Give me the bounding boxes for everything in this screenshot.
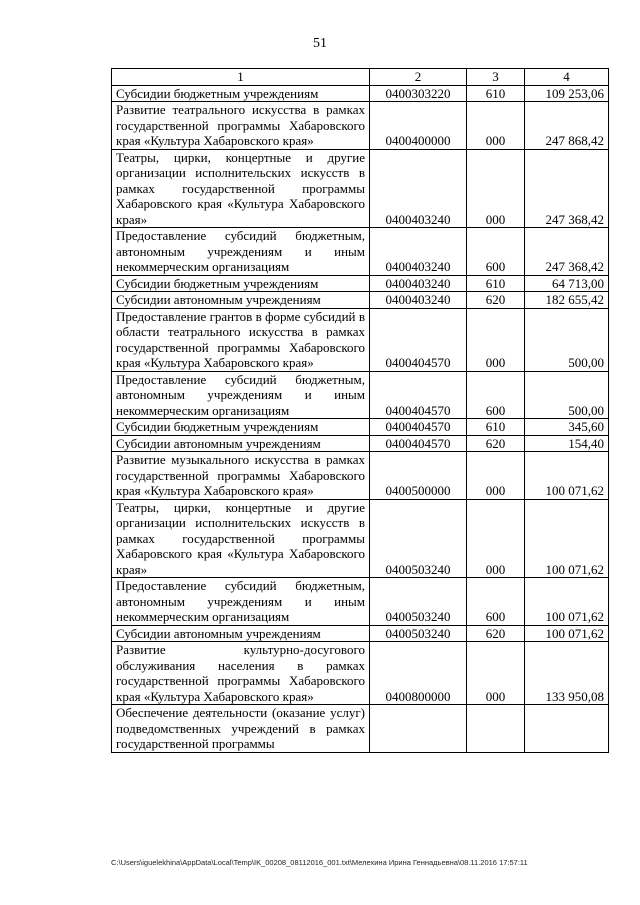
row-code: 0400503240 <box>370 578 467 626</box>
row-kvr: 610 <box>467 85 525 102</box>
header-col-3: 3 <box>467 69 525 86</box>
row-code: 0400400000 <box>370 102 467 150</box>
table-row <box>112 308 609 371</box>
row-kvr: 610 <box>467 275 525 292</box>
row-code: 0400800000 <box>370 642 467 705</box>
row-amount: 500,00 <box>525 371 609 419</box>
row-amount: 64 713,00 <box>525 275 609 292</box>
row-amount: 247 368,42 <box>525 149 609 228</box>
row-code: 0400403240 <box>370 275 467 292</box>
row-name: Предоставление субсидий бюджетным, автономным учреждениям и иным некоммерческим организациям <box>112 578 370 626</box>
row-kvr: 000 <box>467 149 525 228</box>
header-row <box>112 69 609 86</box>
row-name: Предоставление субсидий бюджетным, автономным учреждениям и иным некоммерческим организациям <box>112 228 370 276</box>
header-col-1: 1 <box>112 69 370 86</box>
page-number: 51 <box>313 36 327 51</box>
table-row <box>112 85 609 102</box>
table-row <box>112 642 609 705</box>
row-kvr: 000 <box>467 452 525 500</box>
row-amount: 100 071,62 <box>525 625 609 642</box>
table-row <box>112 275 609 292</box>
row-kvr: 000 <box>467 308 525 371</box>
row-kvr: 600 <box>467 228 525 276</box>
row-name: Развитие музыкального искусства в рамках государственной программы Хабаровского края «Культура Хабаровского края» <box>112 452 370 500</box>
row-kvr: 600 <box>467 578 525 626</box>
row-amount: 100 071,62 <box>525 499 609 578</box>
row-amount: 100 071,62 <box>525 578 609 626</box>
row-code: 0400403240 <box>370 292 467 309</box>
row-name: Театры, цирки, концертные и другие организации исполнительских искусств в рамках государственной программы Хабаровского края «Культура Хабаровского края» <box>112 149 370 228</box>
row-kvr: 000 <box>467 499 525 578</box>
row-code: 0400503240 <box>370 499 467 578</box>
row-name: Субсидии автономным учреждениям <box>112 435 370 452</box>
row-amount: 133 950,08 <box>525 642 609 705</box>
row-amount: 345,60 <box>525 419 609 436</box>
row-kvr: 620 <box>467 292 525 309</box>
table-row <box>112 578 609 626</box>
row-name: Предоставление субсидий бюджетным, автономным учреждениям и иным некоммерческим организациям <box>112 371 370 419</box>
row-amount: 182 655,42 <box>525 292 609 309</box>
table-row <box>112 149 609 228</box>
table-row <box>112 419 609 436</box>
row-name: Обеспечение деятельности (оказание услуг) подведомственных учреждений в рамках государственной программы <box>112 705 370 753</box>
row-code: 0400404570 <box>370 308 467 371</box>
row-name: Театры, цирки, концертные и другие организации исполнительских искусств в рамках государственной программы Хабаровского края «Культура Хабаровского края» <box>112 499 370 578</box>
row-kvr: 600 <box>467 371 525 419</box>
row-kvr: 620 <box>467 625 525 642</box>
header-col-4: 4 <box>525 69 609 86</box>
row-code <box>370 705 467 753</box>
row-amount <box>525 705 609 753</box>
row-kvr <box>467 705 525 753</box>
row-kvr: 620 <box>467 435 525 452</box>
row-amount: 100 071,62 <box>525 452 609 500</box>
row-amount: 109 253,06 <box>525 85 609 102</box>
table-row <box>112 292 609 309</box>
row-code: 0400403240 <box>370 228 467 276</box>
table-row <box>112 435 609 452</box>
row-code: 0400303220 <box>370 85 467 102</box>
table-row <box>112 452 609 500</box>
row-code: 0400404570 <box>370 435 467 452</box>
table-row <box>112 102 609 150</box>
table-row <box>112 371 609 419</box>
row-kvr: 610 <box>467 419 525 436</box>
row-amount: 154,40 <box>525 435 609 452</box>
row-name: Субсидии автономным учреждениям <box>112 625 370 642</box>
row-name: Развитие культурно-досугового обслуживания населения в рамках государственной программы Хабаровского края «Культура Хабаровского края» <box>112 642 370 705</box>
header-col-2: 2 <box>370 69 467 86</box>
table-row <box>112 499 609 578</box>
row-amount: 247 368,42 <box>525 228 609 276</box>
row-code: 0400404570 <box>370 419 467 436</box>
row-code: 0400503240 <box>370 625 467 642</box>
row-name: Субсидии бюджетным учреждениям <box>112 85 370 102</box>
row-code: 0400500000 <box>370 452 467 500</box>
row-amount: 247 868,42 <box>525 102 609 150</box>
row-name: Предоставление грантов в форме субсидий в области театрального искусства в рамках государственной программы Хабаровского края «Культура Хабаровского края» <box>112 308 370 371</box>
table-row <box>112 705 609 753</box>
table-row <box>112 228 609 276</box>
row-code: 0400403240 <box>370 149 467 228</box>
row-code: 0400404570 <box>370 371 467 419</box>
row-name: Развитие театрального искусства в рамках государственной программы Хабаровского края «Культура Хабаровского края» <box>112 102 370 150</box>
row-name: Субсидии автономным учреждениям <box>112 292 370 309</box>
row-name: Субсидии бюджетным учреждениям <box>112 275 370 292</box>
row-kvr: 000 <box>467 102 525 150</box>
row-amount: 500,00 <box>525 308 609 371</box>
row-kvr: 000 <box>467 642 525 705</box>
row-name: Субсидии бюджетным учреждениям <box>112 419 370 436</box>
file-path-footer: C:\Users\iguelekhina\AppData\Local\Temp\IK_00208_08112016_001.txt\Мелехина Ирина Геннадьевна\08.11.2016 17:57:11 <box>111 858 528 867</box>
table-row <box>112 625 609 642</box>
budget-table <box>111 68 609 753</box>
